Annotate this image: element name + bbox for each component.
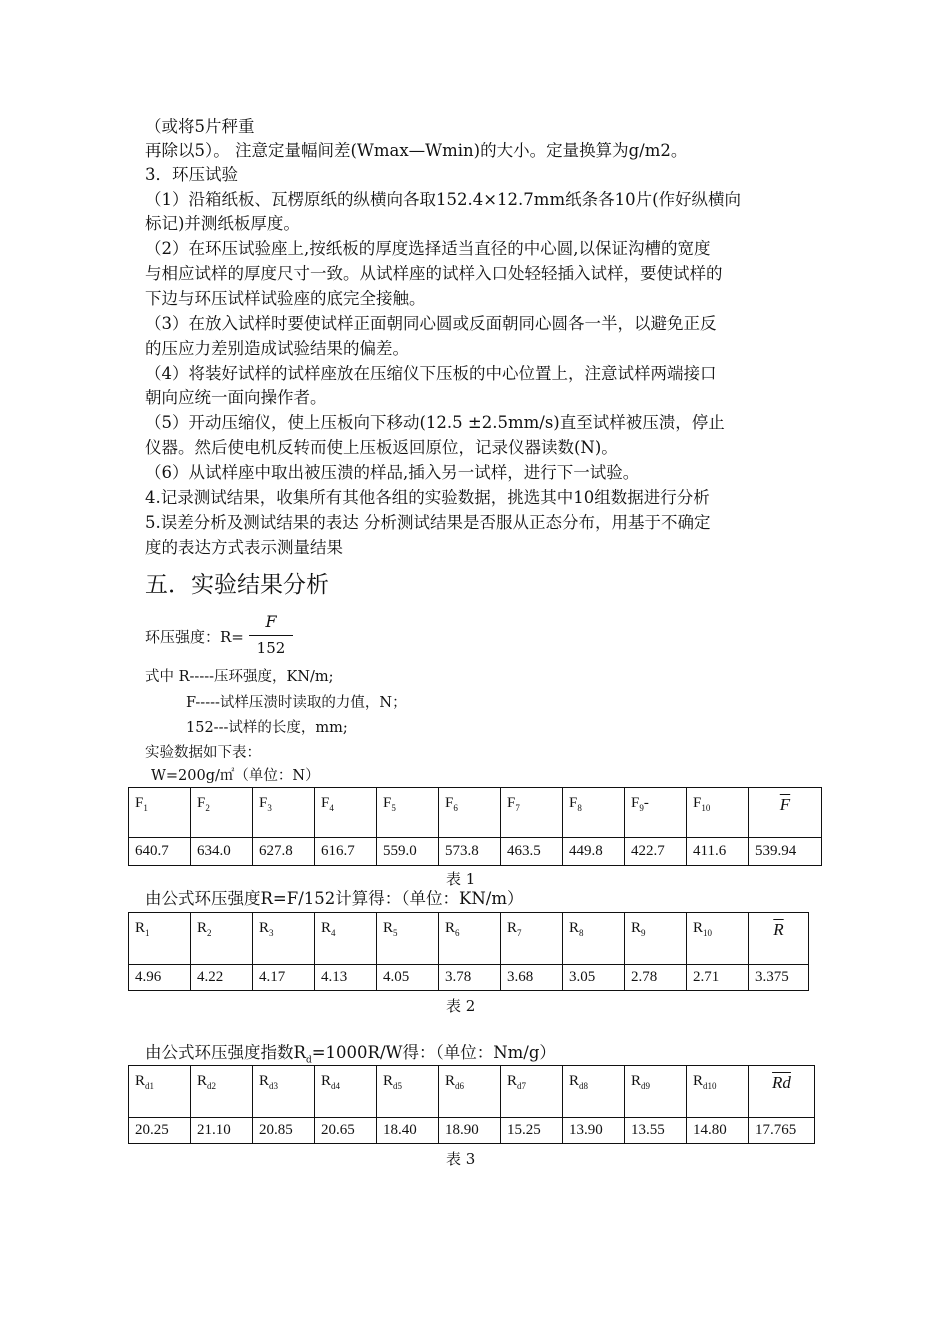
value-cell: 20.65	[315, 1118, 377, 1144]
value-cell: 640.7	[129, 838, 191, 866]
value-cell: 4.17	[253, 965, 315, 991]
value-cell: 463.5	[501, 838, 563, 866]
header-cell: $F_3$	[253, 788, 315, 838]
header-cell: $F_1$	[129, 788, 191, 838]
header-cell: $F_6$	[439, 788, 501, 838]
mean-header-cell: $\overline{R}$	[749, 913, 809, 965]
header-cell: $R_{d9}$	[625, 1066, 687, 1118]
value-cell: 13.55	[625, 1118, 687, 1144]
definition-line: 实验数据如下表：	[145, 745, 261, 761]
formula-label: 环压强度：R=	[145, 628, 244, 646]
header-cell: $R_1$	[129, 913, 191, 965]
header-cell: $R_{d4}$	[315, 1066, 377, 1118]
paragraph-line: （1）沿箱纸板、瓦楞原纸的纵横向各取152.4×12.7mm纸条各10片(作好纵横向	[145, 190, 742, 209]
header-cell: $R_4$	[315, 913, 377, 965]
table-header-row	[129, 788, 822, 838]
header-cell: $R_{d6}$	[439, 1066, 501, 1118]
paragraph-line: （3）在放入试样时要使试样正面朝同心圆或反面朝同心圆各一半，以避免正反	[145, 314, 717, 333]
header-cell: $R_{d10}$	[687, 1066, 749, 1118]
header-cell: $R_{d7}$	[501, 1066, 563, 1118]
paragraph-line: 下边与环压试样试验座的底完全接触。	[145, 289, 426, 308]
header-cell: $R_{10}$	[687, 913, 749, 965]
mean-header-cell: $\overline{Rd}$	[749, 1066, 815, 1118]
header-cell: $R_3$	[253, 913, 315, 965]
paragraph-line: 5.误差分析及测试结果的表达 分析测试结果是否服从正态分布，用基于不确定	[145, 513, 711, 532]
header-cell: $R_6$	[439, 913, 501, 965]
value-cell: 4.96	[129, 965, 191, 991]
paragraph-line: 再除以5）。 注意定量幅间差(Wmax—Wmin)的大小。定量换算为g/m2。	[145, 141, 688, 160]
table-value-row	[129, 1118, 815, 1144]
formula-denominator: 152	[256, 639, 286, 657]
fraction-bar	[249, 635, 293, 636]
value-cell: 4.22	[191, 965, 253, 991]
paragraph-line: 仪器。然后使电机反转而使上压板返回原位，记录仪器读数(N)。	[145, 438, 618, 457]
force-table	[128, 787, 822, 866]
table2-intro: 由公式环压强度R=F/152计算得：（单位：KN/m）	[145, 889, 524, 908]
table-caption: 表 2	[446, 997, 476, 1015]
value-cell: 634.0	[191, 838, 253, 866]
paragraph-line: 标记)并测纸板厚度。	[145, 214, 300, 233]
value-cell: 2.71	[687, 965, 749, 991]
paragraph-line: 的压应力差别造成试验结果的偏差。	[145, 339, 409, 358]
header-cell: $F_7$	[501, 788, 563, 838]
value-cell: 559.0	[377, 838, 439, 866]
value-cell: 422.7	[625, 838, 687, 866]
strength-table	[128, 912, 809, 991]
header-cell: $F_{10}$	[687, 788, 749, 838]
value-cell: 18.40	[377, 1118, 439, 1144]
value-cell: 3.78	[439, 965, 501, 991]
value-cell: 15.25	[501, 1118, 563, 1144]
definition-line: 152---试样的长度，mm;	[186, 720, 348, 736]
mean-header-cell: $\overline{F}$	[749, 788, 822, 838]
header-cell: $R_8$	[563, 913, 625, 965]
value-cell: 2.78	[625, 965, 687, 991]
value-cell: 573.8	[439, 838, 501, 866]
table-header-row	[129, 913, 809, 965]
table1-intro: W=200g/㎡（单位：N）	[151, 768, 320, 784]
mean-value-cell: 539.94	[749, 838, 822, 866]
formula-numerator: F	[265, 612, 277, 631]
header-cell: $R_{d8}$	[563, 1066, 625, 1118]
paragraph-line: 4.记录测试结果，收集所有其他各组的实验数据，挑选其中10组数据进行分析	[145, 488, 710, 507]
header-cell: $R_9$	[625, 913, 687, 965]
definition-line: F-----试样压溃时读取的力值，N；	[186, 695, 407, 711]
table-caption: 表 3	[446, 1150, 476, 1168]
value-cell: 3.68	[501, 965, 563, 991]
mean-value-cell: 17.765	[749, 1118, 815, 1144]
definition-line: 式中 R-----压环强度，KN/m;	[145, 669, 334, 685]
mean-value-cell: 3.375	[749, 965, 809, 991]
value-cell: 3.05	[563, 965, 625, 991]
header-cell: $R_{d3}$	[253, 1066, 315, 1118]
paragraph-line: 朝向应统一面向操作者。	[145, 388, 327, 407]
paragraph-line: 与相应试样的厚度尺寸一致。从试样座的试样入口处轻轻插入试样，要使试样的	[145, 264, 723, 283]
value-cell: 20.25	[129, 1118, 191, 1144]
table-header-row	[129, 1066, 815, 1118]
value-cell: 4.13	[315, 965, 377, 991]
value-cell: 21.10	[191, 1118, 253, 1144]
paragraph-line: （4）将装好试样的试样座放在压缩仪下压板的中心位置上，注意试样两端接口	[145, 364, 717, 383]
paragraph-line: （6）从试样座中取出被压溃的样品,插入另一试样，进行下一试验。	[145, 463, 640, 482]
section-title: 五．实验结果分析	[145, 572, 329, 598]
value-cell: 20.85	[253, 1118, 315, 1144]
header-cell: $R_5$	[377, 913, 439, 965]
value-cell: 616.7	[315, 838, 377, 866]
paragraph-line: （2）在环压试验座上,按纸板的厚度选择适当直径的中心圆,以保证沟槽的宽度	[145, 239, 711, 258]
value-cell: 14.80	[687, 1118, 749, 1144]
value-cell: 411.6	[687, 838, 749, 866]
value-cell: 4.05	[377, 965, 439, 991]
strength-index-table	[128, 1065, 815, 1144]
header-cell: $F_8$	[563, 788, 625, 838]
paragraph-line: （或将5片秤重	[145, 117, 255, 136]
paragraph-line: （5）开动压缩仪，使上压板向下移动(12.5 ±2.5mm/s)直至试样被压溃，停止	[145, 413, 725, 432]
value-cell: 627.8	[253, 838, 315, 866]
header-cell: $R_{d2}$	[191, 1066, 253, 1118]
header-cell: $R_2$	[191, 913, 253, 965]
header-cell: $R_7$	[501, 913, 563, 965]
table3-intro: 由公式环压强度指数$R_d=1000R/W$得：（单位：Nm/g）	[145, 1043, 556, 1066]
table-value-row	[129, 838, 822, 866]
header-cell: $F_5$	[377, 788, 439, 838]
header-cell: $F_9-$	[625, 788, 687, 838]
value-cell: 449.8	[563, 838, 625, 866]
header-cell: $R_{d1}$	[129, 1066, 191, 1118]
paragraph-line: 度的表达方式表示测量结果	[145, 538, 343, 557]
table-value-row	[129, 965, 809, 991]
paragraph-line: 3．环压试验	[145, 165, 238, 184]
header-cell: $F_2$	[191, 788, 253, 838]
value-cell: 18.90	[439, 1118, 501, 1144]
header-cell: $F_4$	[315, 788, 377, 838]
value-cell: 13.90	[563, 1118, 625, 1144]
header-cell: $R_{d5}$	[377, 1066, 439, 1118]
table-caption: 表 1	[446, 870, 476, 888]
